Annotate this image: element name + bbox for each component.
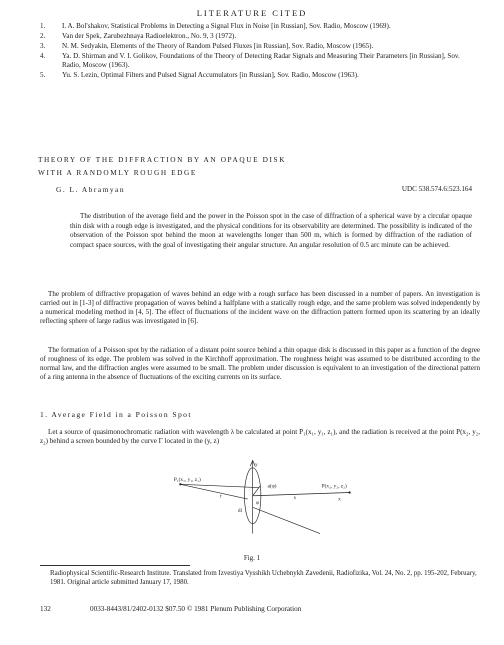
reference-number: 2. — [40, 32, 46, 41]
reference-text: Ya. D. Shirman and V. I. Golikov, Foundations of the Theory of Detecting Radar Signals and Measuring Their Parameters [in Russian], Sov. Radio, Moscow (1963). — [62, 52, 460, 69]
article-title-line-2: WITH A RANDOMLY ROUGH EDGE — [38, 168, 197, 177]
ray-edge-to-receiver — [253, 493, 350, 496]
figure-1-diagram — [150, 458, 380, 550]
body-paragraph-1: The problem of diffractive propagation of waves behind an edge with a rough surface has been discussed in a number of papers. An investigation is carried out in [1-3] of diffractive propagation of waves behind a halfplane with a statically rough edge, and the same problem was solved independently by a numerical modeling method in [4, 5]. The effect of fluctuations of the incident wave on the diffraction pattern formed upon its scattering by an ideally reflecting sphere of large radius was investigated in [6]. — [40, 290, 480, 325]
reference-item — [40, 22, 480, 31]
r1-label: r — [219, 493, 222, 500]
body-paragraph-2: The formation of a Poisson spot by the radiation of a distant point source behind a thin opaque disk is discussed in this paper as a function of the degree of roughness of its edge. The problem was solved in the Kirchhoff approximation. The roughness height was assumed to be distributed according to the normal law, and the diffraction angles were assumed to be small. The problem under discussion is equivalent to an investigation of the directional pattern of a ring antenna in the absence of fluctuations of the exciting currents on its surface. — [40, 346, 480, 381]
udc-code: UDC 538.574.6:523.164 — [401, 185, 472, 193]
source-point — [179, 483, 181, 485]
receiver-label: P(x₂, y₂, z₂) — [321, 483, 347, 490]
receiver-point — [348, 491, 350, 493]
reference-text: Van der Spek, Zarubezhnaya Radioelektron., No. 9, 3 (1972). — [62, 32, 237, 41]
copyright-line: 0033-8443/81/2402-0132 $07.50 © 1981 Plenum Publishing Corporation — [90, 605, 302, 613]
reference-item — [40, 42, 480, 51]
reference-item — [40, 52, 480, 69]
y-axis-label: y — [255, 462, 258, 469]
article-title — [38, 153, 286, 179]
abstract-paragraph: The distribution of the average field and the power in the Poisson spot in the case of diffraction of a spherical wave by a circular opaque thin disk with a rough edge is investigated, and the physical conditions for its observability are determined. The possibility is indicated of the observation of the Poisson spot behind the moon at wavelengths longer than 500 m, which is formed by diffraction of the radiation of compact space sources, with the goal of investigating their angular structure. An angular resolution of 0.5 arc minute can be achieved. — [70, 212, 472, 249]
reference-text: I. A. Bol'shakov, Statistical Problems in Detecting a Signal Flux in Noise [in Russian], Sov. Radio, Moscow (1969). — [62, 22, 391, 30]
z-axis-line — [253, 507, 320, 533]
reference-text: Yu. S. Lezin, Optimal Filters and Pulsed Signal Accumulators [in Russian], Sov. Radio, Moscow (1963). — [62, 70, 359, 79]
x-axis-label: x — [338, 496, 341, 503]
reference-number: 4. — [40, 52, 46, 61]
reference-number: 3. — [40, 42, 46, 51]
footnote: Radiophysical Scientific-Research Institute. Translated from Izvestiya Vysshikh Uchebnykh Zavedenii, Radiofizika, Vol. 24, No. 2, pp. 195-202, February, 1981. Original article submitted January 17, 1980. — [50, 570, 477, 586]
dl-label: dl — [237, 508, 243, 515]
page-number: 132 — [40, 605, 51, 613]
footnote-divider — [40, 565, 190, 566]
angle-label: φ — [255, 500, 260, 506]
figure-caption: Fig. 1 — [243, 554, 261, 562]
reference-list — [40, 22, 480, 81]
reference-number: 1. — [40, 22, 46, 30]
r2-label: s — [293, 495, 296, 502]
article-title-line-1: THEORY OF THE DIFFRACTION BY AN OPAQUE DISK — [38, 155, 287, 164]
literature-cited-heading: LITERATURE CITED — [196, 8, 308, 18]
source-label: P₁(x₁, y₁, z₁) — [173, 477, 201, 483]
reference-item — [40, 32, 480, 41]
radius-label: a(φ) — [267, 483, 277, 490]
author-name: G. L. Abramyan — [56, 185, 126, 194]
body-paragraph-3: Let a source of quasimonochromatic radiation with wavelength λ be calculated at point P₁(x₁, y₁, z₁), and the radiation is received at the point P(x₂, y₂, z₂) behind a screen bounded by the curve Γ located in the (y, z) — [40, 428, 480, 445]
reference-item — [40, 71, 480, 80]
section-heading: 1. Average Field in a Poisson Spot — [40, 410, 192, 419]
reference-text: N. M. Sedyakin, Elements of the Theory of Random Pulsed Fluxes [in Russian], Sov. Radio, Moscow (1965). — [62, 42, 374, 51]
reference-number: 5. — [40, 70, 46, 79]
